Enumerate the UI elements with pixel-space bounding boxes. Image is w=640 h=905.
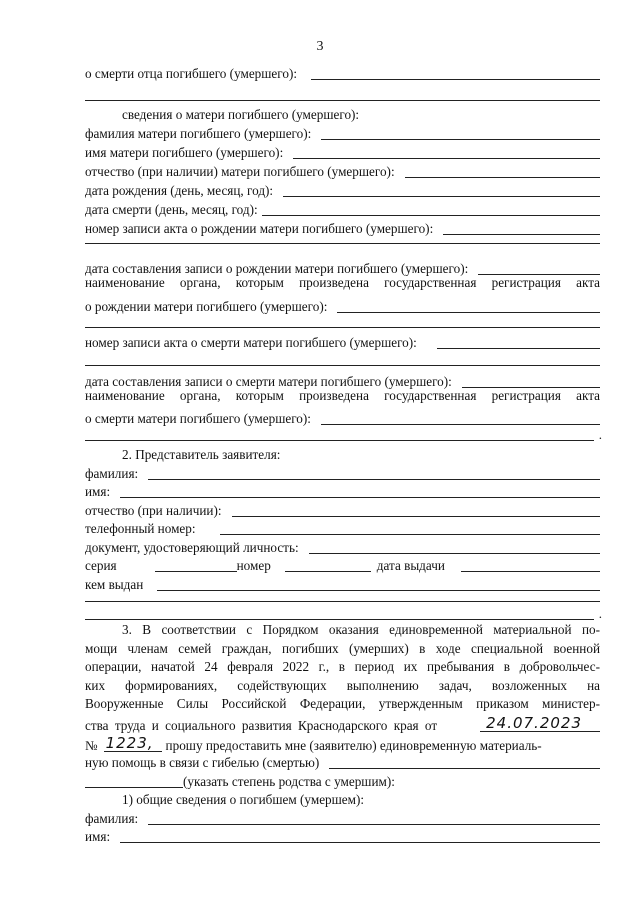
mother-birth-record-no-field[interactable]: [85, 217, 600, 235]
mother-birth-org-line1: [85, 276, 600, 294]
section3-line5: [85, 697, 600, 715]
representative-header: [122, 443, 600, 461]
mother-birth-org-input-line[interactable]: [337, 300, 600, 313]
section3-text7: прошу предоставить мне (заявителю) единовременную материаль-: [165, 737, 542, 753]
mother-birth-org-continuation[interactable]: [85, 327, 600, 328]
mother-patronymic-input-line[interactable]: [405, 165, 600, 178]
section3-text4: ких формированиях, содействующих выполнению задач, возложенных на: [85, 678, 600, 693]
order-date-value[interactable]: 24.07.2023: [480, 716, 600, 732]
mother-name-input-line[interactable]: [293, 146, 600, 159]
section3-text6: ства труда и социального развития Краснодарского края от: [85, 717, 438, 733]
order-number-value[interactable]: 1223,: [104, 736, 162, 752]
mother-patronymic-field[interactable]: [85, 160, 600, 178]
rep-document-input-line[interactable]: [309, 541, 600, 554]
section3-text1: 3. В соответствии с Порядком оказания единовременной материальной по-: [122, 622, 600, 637]
deceased-surname-field[interactable]: [85, 807, 600, 825]
mother-birth-record-no-label: номер записи акта о рождении матери погибшего (умершего):: [85, 220, 434, 236]
rep-issued-by-label: кем выдан: [85, 576, 144, 592]
rep-surname-field[interactable]: [85, 462, 600, 480]
rep-number-input-line[interactable]: [285, 559, 371, 572]
section3-line2: [85, 642, 600, 660]
death-reason-input-line[interactable]: [329, 756, 600, 769]
rep-surname-input-line[interactable]: [148, 467, 600, 480]
mother-name-field[interactable]: [85, 141, 600, 159]
rep-issued-by-input-line[interactable]: [157, 578, 600, 591]
period: .: [598, 606, 602, 621]
mother-surname-label: фамилия матери погибшего (умершего):: [85, 125, 312, 141]
mother-death-record-date-field[interactable]: [85, 370, 600, 388]
mother-birth-date-label: дата рождения (день, месяц, год):: [85, 182, 274, 198]
mother-birth-org-label: о рождении матери погибшего (умершего):: [85, 298, 328, 314]
mother-birth-record-date-input-line[interactable]: [478, 262, 600, 275]
deceased-surname-input-line[interactable]: [148, 812, 600, 825]
father-death-continuation-line[interactable]: [85, 100, 600, 101]
period: .: [598, 427, 602, 442]
mother-surname-field[interactable]: [85, 122, 600, 140]
mother-death-record-date-label: дата составления записи о смерти матери погибшего (умершего):: [85, 373, 452, 389]
mother-birth-record-no-continuation[interactable]: [85, 243, 600, 244]
section3-line4: [85, 679, 600, 697]
rep-issued-by-continuation-1[interactable]: [85, 601, 600, 602]
section3-line3: [85, 660, 600, 678]
deceased-name-field[interactable]: [85, 825, 600, 843]
section3-text3: операции, начатой 24 февраля 2022 г., в период их пребывания в добровольчес-: [85, 659, 600, 674]
rep-issued-by-field[interactable]: [85, 573, 600, 591]
mother-death-date-label: дата смерти (день, месяц, год):: [85, 201, 258, 217]
father-death-field[interactable]: [85, 62, 600, 80]
mother-birth-org-text1: наименование органа, которым произведена государственная регистрация акта: [85, 275, 600, 290]
mother-death-org-text1: наименование органа, которым произведена государственная регистрация акта: [85, 388, 600, 403]
section3-line8[interactable]: [85, 751, 600, 769]
deceased-name-label: имя:: [85, 828, 111, 844]
mother-death-org-line1: [85, 389, 600, 407]
rep-series-input-line[interactable]: [155, 559, 237, 572]
rep-issue-date-label: дата выдачи: [376, 557, 445, 573]
mother-death-org-input-line[interactable]: [321, 412, 600, 425]
mother-death-record-no-continuation[interactable]: [85, 365, 600, 366]
mother-section-header: [122, 103, 600, 121]
mother-death-record-no-label: номер записи акта о смерти матери погибшего (умершего):: [85, 334, 417, 350]
representative-header-text: 2. Представитель заявителя:: [122, 446, 281, 462]
rep-number-label: номер: [236, 557, 271, 573]
rep-phone-input-line[interactable]: [220, 522, 600, 535]
father-death-input-line[interactable]: [311, 67, 600, 80]
mother-birth-record-no-input-line[interactable]: [443, 222, 600, 235]
section3-text2: мощи членам семей граждан, погибших (умерших) в ходе специальной военной: [85, 641, 600, 656]
rep-series-number-row: [85, 554, 600, 572]
section3-text5: Вооруженные Силы Российской Федерации, утвержденным приказом министер-: [85, 696, 600, 711]
rep-series-label: серия: [85, 557, 117, 573]
mother-birth-date-input-line[interactable]: [283, 184, 600, 197]
rep-document-label: документ, удостоверяющий личность:: [85, 539, 299, 555]
mother-death-date-input-line[interactable]: [262, 203, 600, 216]
rep-patronymic-label: отчество (при наличии):: [85, 502, 222, 518]
mother-death-org-field[interactable]: [85, 407, 600, 425]
rep-issued-by-continuation-2[interactable]: [85, 619, 594, 620]
rep-phone-field[interactable]: [85, 517, 600, 535]
rep-patronymic-field[interactable]: [85, 499, 600, 517]
rep-phone-label: телефонный номер:: [85, 520, 196, 536]
mother-death-org-continuation[interactable]: [85, 440, 594, 441]
mother-death-date-field[interactable]: [85, 198, 600, 216]
mother-death-record-date-input-line[interactable]: [462, 375, 600, 388]
father-death-label: о смерти отца погибшего (умершего):: [85, 65, 298, 81]
rep-patronymic-input-line[interactable]: [232, 504, 600, 517]
mother-death-record-no-field[interactable]: [85, 331, 600, 349]
rep-surname-label: фамилия:: [85, 465, 139, 481]
mother-header-text: сведения о матери погибшего (умершего):: [122, 106, 360, 122]
relation-field[interactable]: [85, 770, 600, 788]
mother-birth-org-field[interactable]: [85, 295, 600, 313]
page-number: 3: [316, 39, 324, 54]
rep-name-label: имя:: [85, 483, 111, 499]
rep-document-field[interactable]: [85, 536, 600, 554]
mother-death-org-label: о смерти матери погибшего (умершего):: [85, 410, 311, 426]
mother-death-record-no-input-line[interactable]: [437, 336, 600, 349]
section3-line7: [85, 734, 600, 752]
deceased-surname-label: фамилия:: [85, 810, 139, 826]
order-no-sign: №: [85, 737, 98, 753]
mother-birth-record-date-label: дата составления записи о рождении матери погибшего (умершего):: [85, 260, 469, 276]
rep-issue-date-input-line[interactable]: [461, 559, 600, 572]
rep-name-input-line[interactable]: [120, 485, 600, 498]
deceased-name-input-line[interactable]: [120, 830, 600, 843]
section3-line6: [85, 714, 600, 732]
mother-patronymic-label: отчество (при наличии) матери погибшего (умершего):: [85, 163, 395, 179]
rep-name-field[interactable]: [85, 480, 600, 498]
mother-birth-date-field[interactable]: [85, 179, 600, 197]
section3-text8: ную помощь в связи с гибелью (смертью): [85, 754, 320, 770]
relation-hint: (указать степень родства с умершим):: [183, 773, 395, 789]
mother-name-label: имя матери погибшего (умершего):: [85, 144, 284, 160]
section3-line1: [122, 623, 600, 641]
section3-sub1-text: 1) общие сведения о погибшем (умершем):: [122, 791, 365, 807]
mother-birth-record-date-field[interactable]: [85, 257, 600, 275]
relation-input-line[interactable]: [85, 775, 183, 788]
section3-sub1: [122, 788, 600, 806]
mother-surname-input-line[interactable]: [321, 127, 600, 140]
